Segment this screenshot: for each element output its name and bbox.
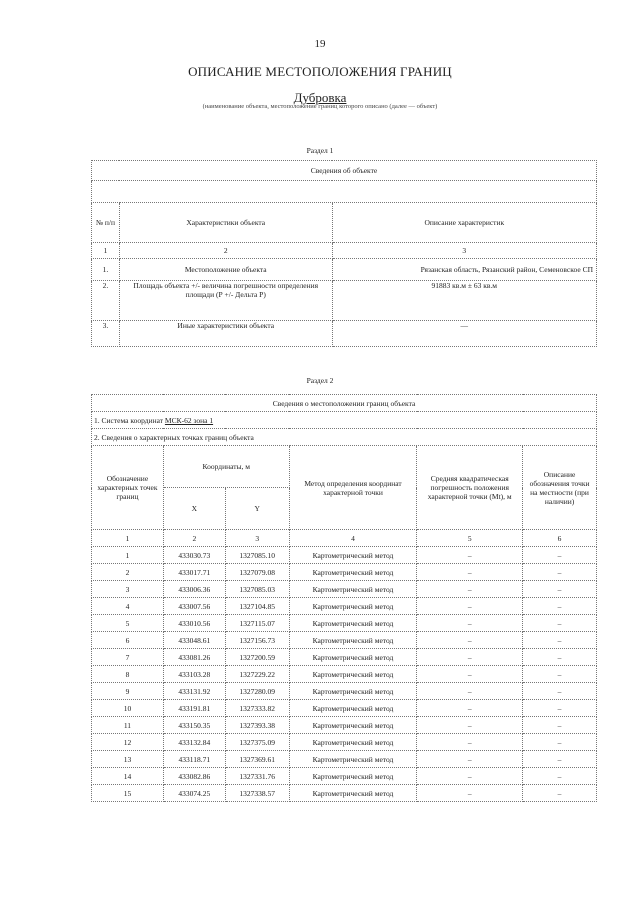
- point-description: –: [523, 649, 597, 666]
- point-method: Картометрический метод: [289, 751, 417, 768]
- point-id: 9: [92, 683, 164, 700]
- section1-empty-row: [92, 181, 597, 203]
- point-id: 13: [92, 751, 164, 768]
- table-row: [92, 281, 597, 321]
- point-description: –: [523, 751, 597, 768]
- header-error: Средняя квадратическая погрешность положения характерной точки (Мt), м: [417, 446, 523, 530]
- point-description: –: [523, 598, 597, 615]
- point-y: 1327280.09: [225, 683, 289, 700]
- point-y: 1327229.22: [225, 666, 289, 683]
- point-description: –: [523, 700, 597, 717]
- point-error: –: [417, 683, 523, 700]
- header-point: Обозначение характерных точек границ: [92, 446, 164, 530]
- point-method: Картометрический метод: [289, 700, 417, 717]
- header-method: Метод определения координат характерной точки: [289, 446, 417, 530]
- point-id: 11: [92, 717, 164, 734]
- point-y: 1327115.07: [225, 615, 289, 632]
- row-characteristic: Площадь объекта +/- величина погрешности определения площади (Р +/- Дельта Р): [119, 281, 332, 321]
- point-y: 1327079.08: [225, 564, 289, 581]
- row-num: 2.: [92, 281, 120, 321]
- point-y: 1327369.61: [225, 751, 289, 768]
- table-row: [92, 632, 597, 649]
- point-description: –: [523, 615, 597, 632]
- point-method: Картометрический метод: [289, 598, 417, 615]
- point-x: 433118.71: [163, 751, 225, 768]
- point-error: –: [417, 547, 523, 564]
- point-id: 5: [92, 615, 164, 632]
- point-error: –: [417, 717, 523, 734]
- point-method: Картометрический метод: [289, 666, 417, 683]
- col-number: 3: [225, 530, 289, 547]
- point-method: Картометрический метод: [289, 649, 417, 666]
- point-id: 1: [92, 547, 164, 564]
- point-x: 433103.28: [163, 666, 225, 683]
- point-id: 8: [92, 666, 164, 683]
- col-header-characteristic: Характеристики объекта: [119, 203, 332, 243]
- section2-table-title: Сведения о местоположении границ объекта: [92, 395, 597, 412]
- point-y: 1327085.10: [225, 547, 289, 564]
- point-y: 1327085.03: [225, 581, 289, 598]
- point-method: Картометрический метод: [289, 564, 417, 581]
- point-description: –: [523, 564, 597, 581]
- point-id: 3: [92, 581, 164, 598]
- point-id: 12: [92, 734, 164, 751]
- point-id: 6: [92, 632, 164, 649]
- page-number: 19: [314, 38, 326, 50]
- table-row: [92, 547, 597, 564]
- point-error: –: [417, 598, 523, 615]
- point-method: Картометрический метод: [289, 547, 417, 564]
- section2-label: Раздел 2: [306, 376, 334, 385]
- point-error: –: [417, 734, 523, 751]
- point-description: –: [523, 547, 597, 564]
- document-title: ОПИСАНИЕ МЕСТОПОЛОЖЕНИЯ ГРАНИЦ: [188, 64, 452, 79]
- point-description: –: [523, 768, 597, 785]
- table-row: [92, 598, 597, 615]
- point-y: 1327104.85: [225, 598, 289, 615]
- point-error: –: [417, 564, 523, 581]
- point-x: 433074.25: [163, 785, 225, 802]
- row-value: Рязанская область, Рязанский район, Семеновское СП: [332, 259, 596, 281]
- point-y: 1327393.38: [225, 717, 289, 734]
- table-row: [92, 785, 597, 802]
- point-error: –: [417, 751, 523, 768]
- table-row: [92, 700, 597, 717]
- row-num: 1.: [92, 259, 120, 281]
- col-number: 1: [92, 243, 120, 259]
- point-x: 433150.35: [163, 717, 225, 734]
- header-y: Y: [225, 488, 289, 530]
- table-row: [92, 649, 597, 666]
- coord-system-value: МСК-62 зона 1: [164, 415, 214, 425]
- point-id: 7: [92, 649, 164, 666]
- point-method: Картометрический метод: [289, 683, 417, 700]
- row-num: 3.: [92, 321, 120, 347]
- point-y: 1327333.82: [225, 700, 289, 717]
- point-x: 433131.92: [163, 683, 225, 700]
- row-characteristic: Иные характеристики объекта: [119, 321, 332, 347]
- col-number: 3: [332, 243, 596, 259]
- point-method: Картометрический метод: [289, 785, 417, 802]
- section1-label: Раздел 1: [306, 146, 334, 155]
- col-number: 1: [92, 530, 164, 547]
- point-description: –: [523, 785, 597, 802]
- row-value: —: [332, 321, 596, 347]
- col-number: 2: [163, 530, 225, 547]
- point-x: 433030.73: [163, 547, 225, 564]
- point-error: –: [417, 700, 523, 717]
- point-method: Картометрический метод: [289, 768, 417, 785]
- table-row: [92, 259, 597, 281]
- point-error: –: [417, 581, 523, 598]
- table-row: [92, 581, 597, 598]
- point-y: 1327156.73: [225, 632, 289, 649]
- point-id: 4: [92, 598, 164, 615]
- point-y: 1327331.76: [225, 768, 289, 785]
- table-row: [92, 683, 597, 700]
- header-description: Описание обозначения точки на местности (при наличии): [523, 446, 597, 530]
- point-description: –: [523, 734, 597, 751]
- point-description: –: [523, 717, 597, 734]
- table-row: [92, 734, 597, 751]
- point-description: –: [523, 666, 597, 683]
- col-number: 5: [417, 530, 523, 547]
- point-method: Картометрический метод: [289, 632, 417, 649]
- points-label: 2. Сведения о характерных точках границ объекта: [92, 429, 597, 446]
- point-error: –: [417, 785, 523, 802]
- point-id: 15: [92, 785, 164, 802]
- point-x: 433006.36: [163, 581, 225, 598]
- object-name-note: (наименование объекта, местоположение границ которого описано (далее — объект): [202, 103, 438, 110]
- point-method: Картометрический метод: [289, 717, 417, 734]
- point-x: 433048.61: [163, 632, 225, 649]
- table-row: [92, 615, 597, 632]
- table-row: [92, 666, 597, 683]
- point-description: –: [523, 632, 597, 649]
- point-y: 1327375.09: [225, 734, 289, 751]
- col-number: 6: [523, 530, 597, 547]
- point-method: Картометрический метод: [289, 734, 417, 751]
- point-y: 1327200.59: [225, 649, 289, 666]
- header-x: X: [163, 488, 225, 530]
- table-row: [92, 321, 597, 347]
- table-row: [92, 564, 597, 581]
- point-id: 14: [92, 768, 164, 785]
- point-error: –: [417, 666, 523, 683]
- object-name-text: Дубровка: [293, 90, 347, 105]
- coord-system-row: [92, 412, 597, 429]
- col-header-description: Описание характеристик: [332, 203, 596, 243]
- point-y: 1327338.57: [225, 785, 289, 802]
- table-row: [92, 751, 597, 768]
- point-method: Картометрический метод: [289, 581, 417, 598]
- point-description: –: [523, 581, 597, 598]
- point-error: –: [417, 768, 523, 785]
- table-row: [92, 768, 597, 785]
- section2-table: [91, 394, 597, 802]
- header-coords: Координаты, м: [163, 446, 289, 488]
- points-table-body: [92, 547, 597, 802]
- row-characteristic: Местоположение объекта: [119, 259, 332, 281]
- point-id: 2: [92, 564, 164, 581]
- row-value: 91883 кв.м ± 63 кв.м: [332, 281, 596, 321]
- point-error: –: [417, 632, 523, 649]
- col-number: 2: [119, 243, 332, 259]
- coord-system-label: 1. Система координат: [94, 415, 164, 425]
- point-x: 433082.86: [163, 768, 225, 785]
- point-error: –: [417, 649, 523, 666]
- col-header-num: № п/п: [92, 203, 120, 243]
- point-id: 10: [92, 700, 164, 717]
- point-x: 433191.81: [163, 700, 225, 717]
- point-error: –: [417, 615, 523, 632]
- point-x: 433010.56: [163, 615, 225, 632]
- point-x: 433017.71: [163, 564, 225, 581]
- point-x: 433132.84: [163, 734, 225, 751]
- section1-table: [91, 160, 597, 347]
- point-x: 433007.56: [163, 598, 225, 615]
- section1-table-title: Сведения об объекте: [92, 161, 597, 181]
- col-number: 4: [289, 530, 417, 547]
- point-x: 433081.26: [163, 649, 225, 666]
- table-row: [92, 717, 597, 734]
- point-method: Картометрический метод: [289, 615, 417, 632]
- point-description: –: [523, 683, 597, 700]
